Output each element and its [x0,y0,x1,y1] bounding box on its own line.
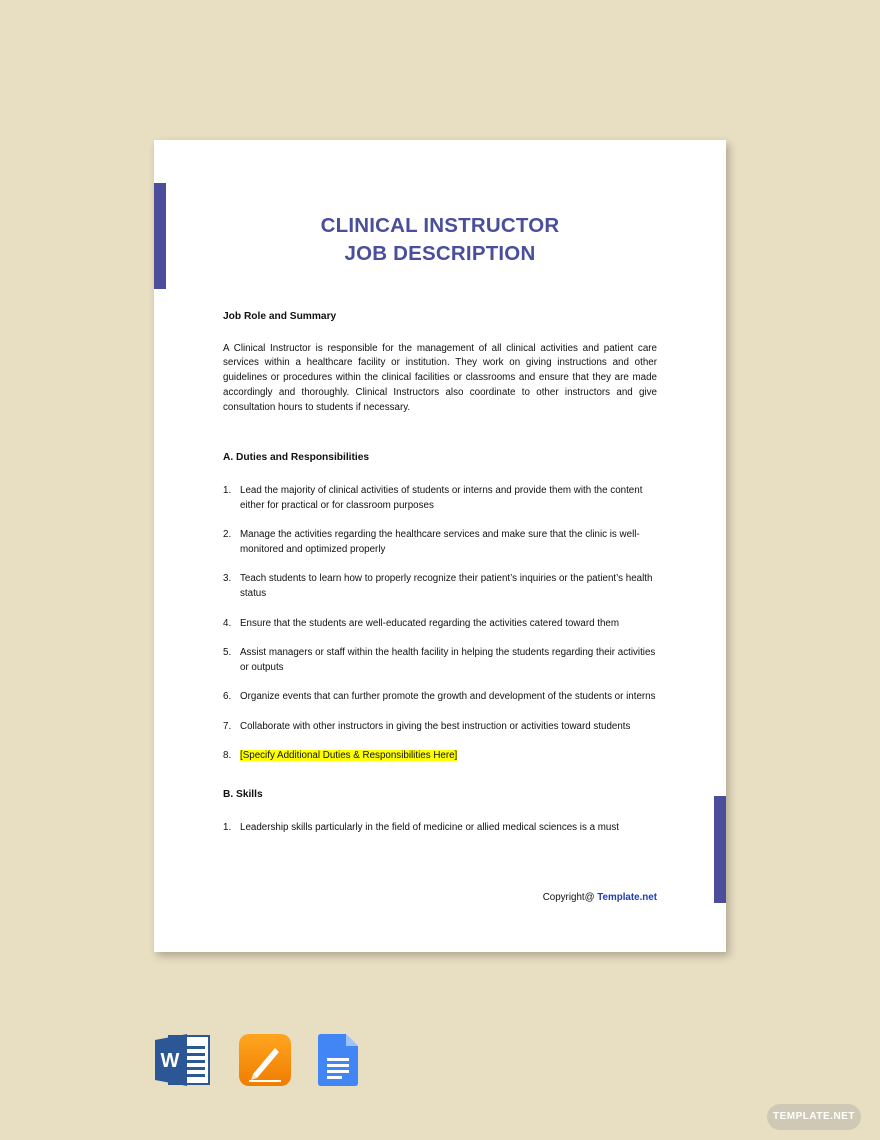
placeholder-highlight: [Specify Additional Duties & Responsibilities Here] [240,750,458,762]
list-item [223,749,657,764]
pages-icon[interactable] [239,1034,291,1091]
document-body [223,310,657,850]
list-number: 7. [223,720,232,732]
list-item [223,617,657,632]
list-number: 2. [223,529,232,541]
list-item [223,821,657,836]
role-heading: Job Role and Summary [223,311,337,322]
role-summary: A Clinical Instructor is responsible for the management of all clinical activities and patient care services within a healthcare facility or institution. They work on giving instructions and other guidelines or procedures within the clinical facilities or classrooms and ensure that they are made accordingly and thoroughly. Clinical Instructors also coordinate to other instructors and give consultation hours to students if necessary. [223,342,657,413]
accent-bar-right [714,796,726,903]
list-text: Assist managers or staff within the health facility in helping the students regarding their activities or outputs [240,647,656,673]
google-docs-icon[interactable] [318,1034,358,1091]
list-text: Teach students to learn how to properly recognize their patient’s inquiries or the patient’s health status [240,573,653,600]
list-item [223,646,657,675]
document-title [154,212,726,268]
title-line-1: CLINICAL INSTRUCTOR [320,214,560,237]
list-text: Leadership skills particularly in the field of medicine or allied medical sciences is a must [240,821,619,833]
list-item [223,720,657,735]
document-page [154,140,726,952]
list-number: 6. [223,691,232,703]
word-icon[interactable] [155,1034,211,1091]
list-item [223,484,657,513]
list-number: 1. [223,484,232,496]
skills-heading: B. Skills [223,788,263,800]
watermark-badge: TEMPLATE.NET [767,1104,861,1130]
accent-bar-left [154,183,166,289]
copyright-prefix: Copyright@ [542,892,598,903]
list-text: Organize events that can further promote the growth and development of the students or interns [240,691,656,703]
list-text: Collaborate with other instructors in giving the best instruction or activities toward students [240,720,631,732]
list-item [223,572,657,601]
list-text: Ensure that the students are well-educated regarding the activities catered toward them [240,617,620,629]
list-text: Lead the majority of clinical activities of students or interns and provide them with the content either for practical or for classroom purposes [240,484,643,511]
list-number: 4. [223,617,232,629]
list-number: 3. [223,573,232,585]
word-letter: W [160,1050,180,1072]
skills-list [223,821,657,836]
duties-list [223,484,657,764]
list-item [223,528,657,557]
copyright-brand-link[interactable]: Template.net [597,892,657,903]
list-number: 1. [223,821,232,833]
list-text: Manage the activities regarding the healthcare services and make sure that the clinic is well-monitored and optimized properly [240,529,640,555]
list-number: 5. [223,647,232,659]
duties-heading: A. Duties and Responsibilities [223,452,370,464]
title-line-2: JOB DESCRIPTION [344,242,536,265]
list-item [223,690,657,705]
copyright [543,892,657,903]
list-number: 8. [223,750,232,762]
